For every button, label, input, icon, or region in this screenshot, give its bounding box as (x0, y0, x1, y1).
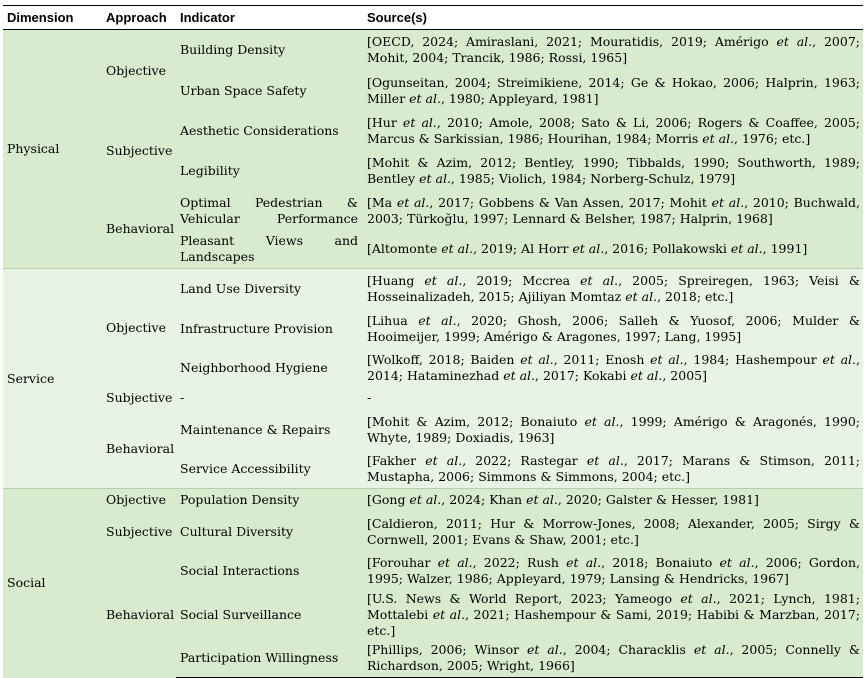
sources-cell: [Caldieron, 2011; Hur & Morrow-Jones, 2008; Alexander, 2005; Sirgy & Cornwell, 2001; Evans & Shaw, 2001; etc.] (363, 512, 863, 552)
sources-cell: [Hur et al., 2010; Amole, 2008; Sato & Li, 2006; Rogers & Coaffee, 2005; Marcus & Sarkissian, 1986; Hourihan, 1984; Morris et al., 1976; etc.] (363, 112, 863, 151)
approach-cell-physical-objective: Objective (102, 30, 176, 112)
indicator-cell-urban-space-safety: Urban Space Safety (176, 71, 363, 112)
header-row (3, 6, 863, 30)
sources-cell: [Ma et al., 2017; Gobbens & Van Assen, 2017; Mohit et al., 2010; Buchwald, 2003; Türkoğlu, 1997; Lennard & Belsher, 1987; Halprin, 1968] (363, 191, 863, 231)
table-row (3, 112, 863, 151)
table-row (3, 489, 863, 512)
table-row (3, 191, 863, 231)
indicator-cell-service-accessibility: Service Accessibility (176, 450, 363, 489)
indicator-cell-pleasant-views-and-landscapes: Pleasant Views and Landscapes (176, 231, 363, 269)
approach-cell-service-subjective: Subjective (102, 387, 176, 410)
sources-cell: [Gong et al., 2024; Khan et al., 2020; Galster & Hesser, 1981] (363, 489, 863, 512)
table-row (3, 387, 863, 410)
sources-cell: [Huang et al., 2019; Mccrea et al., 2005; Spreiregen, 1963; Veisi & Hosseinalizadeh, 2015; Ajiliyan Momtaz et al., 2018; etc.] (363, 269, 863, 309)
table-row (3, 410, 863, 450)
sources-cell: [Forouhar et al., 2022; Rush et al., 2018; Bonaiuto et al., 2006; Gordon, 1995; Walzer, 1986; Appleyard, 1979; Lansing & Hendricks, 1967] (363, 552, 863, 591)
indicator-cell-neighborhood-hygiene: Neighborhood Hygiene (176, 349, 363, 387)
table-row (3, 512, 863, 552)
sources-cell: [Fakher et al., 2022; Rastegar et al., 2017; Marans & Stimson, 2011; Mustapha, 2006; Simmons & Simmons, 2004; etc.] (363, 450, 863, 489)
approach-cell-physical-behavioral: Behavioral (102, 191, 176, 269)
dimension-cell-service: Service (3, 269, 102, 489)
dimension-cell-physical: Physical (3, 30, 102, 269)
indicator-cell-optimal-pedestrian-and-vehicular-performance: Optimal Pedestrian & Vehicular Performance (176, 191, 363, 231)
sources-cell: [Phillips, 2006; Winsor et al., 2004; Characklis et al., 2005; Connelly & Richardson, 2005; Wright, 1966] (363, 639, 863, 678)
sources-cell: [Altomonte et al., 2019; Al Horr et al., 2016; Pollakowski et al., 1991] (363, 231, 863, 269)
table-row (3, 269, 863, 309)
table-row (3, 30, 863, 71)
header-dimension: Dimension (3, 6, 102, 30)
sources-cell: [Ogunseitan, 2004; Streimikiene, 2014; Ge & Hokao, 2006; Halprin, 1963; Miller et al., 1980; Appleyard, 1981] (363, 71, 863, 112)
approach-cell-social-objective: Objective (102, 489, 176, 512)
header-approach: Approach (102, 6, 176, 30)
approach-cell-service-behavioral: Behavioral (102, 410, 176, 489)
sources-cell: [Wolkoff, 2018; Baiden et al., 2011; Enosh et al., 1984; Hashempour et al., 2014; Hataminezhad et al., 2017; Kokabi et al., 2005] (363, 349, 863, 387)
table-header (3, 6, 863, 30)
approach-cell-physical-subjective: Subjective (102, 112, 176, 191)
approach-cell-social-behavioral: Behavioral (102, 552, 176, 678)
indicator-cell-social-interactions: Social Interactions (176, 552, 363, 591)
indicator-cell-land-use-diversity: Land Use Diversity (176, 269, 363, 309)
indicator-cell-none: - (176, 387, 363, 410)
header-sources: Source(s) (363, 6, 863, 30)
sources-cell: [OECD, 2024; Amiraslani, 2021; Mouratidis, 2019; Amérigo et al., 2007; Mohit, 2004; Trancik, 1986; Rossi, 1965] (363, 30, 863, 71)
table-body (3, 30, 863, 678)
sources-cell: [Mohit & Azim, 2012; Bentley, 1990; Tibbalds, 1990; Southworth, 1989; Bentley et al., 1985; Violich, 1984; Norberg-Schulz, 1979] (363, 151, 863, 191)
indicator-cell-cultural-diversity: Cultural Diversity (176, 512, 363, 552)
header-indicator: Indicator (176, 6, 363, 30)
table-row (3, 552, 863, 591)
indicator-cell-population-density: Population Density (176, 489, 363, 512)
indicator-cell-legibility: Legibility (176, 151, 363, 191)
sources-cell: - (363, 387, 863, 410)
dimension-cell-social: Social (3, 489, 102, 678)
sources-cell: [U.S. News & World Report, 2023; Yameogo et al., 2021; Lynch, 1981; Mottalebi et al., 2021; Hashempour & Sami, 2019; Habibi & Marzban, 2017; etc.] (363, 591, 863, 639)
indicator-cell-aesthetic-considerations: Aesthetic Considerations (176, 112, 363, 151)
sources-cell: [Mohit & Azim, 2012; Bonaiuto et al., 1999; Amérigo & Aragonés, 1990; Whyte, 1989; Doxiadis, 1963] (363, 410, 863, 450)
indicator-cell-maintenance-and-repairs: Maintenance & Repairs (176, 410, 363, 450)
indicator-cell-building-density: Building Density (176, 30, 363, 71)
indicators-sources-table (3, 5, 863, 678)
indicator-cell-infrastructure-provision: Infrastructure Provision (176, 309, 363, 349)
indicator-cell-social-surveillance: Social Surveillance (176, 591, 363, 639)
sources-cell: [Lihua et al., 2020; Ghosh, 2006; Salleh & Yuosof, 2006; Mulder & Hooimeijer, 1999; Amérigo & Aragones, 1997; Lang, 1995] (363, 309, 863, 349)
approach-cell-social-subjective: Subjective (102, 512, 176, 552)
indicator-cell-participation-willingness: Participation Willingness (176, 639, 363, 678)
approach-cell-service-objective: Objective (102, 269, 176, 387)
